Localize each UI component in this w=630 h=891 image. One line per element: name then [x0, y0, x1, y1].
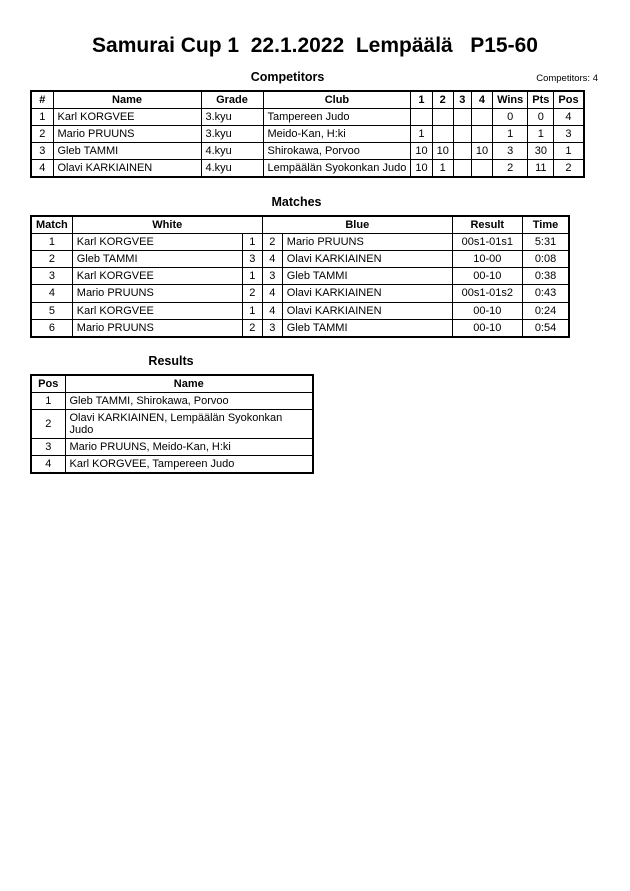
blue-competitor-number: 4 — [262, 285, 282, 302]
matches-section-title: Matches — [271, 195, 322, 210]
blue-competitor-number: 4 — [262, 302, 282, 319]
col-header-4: 4 — [471, 91, 492, 109]
col-header-blue: Blue — [262, 216, 452, 234]
competitor-name: Gleb TAMMI — [53, 143, 201, 160]
result-name: Mario PRUUNS, Meido-Kan, H:ki — [65, 438, 313, 455]
result-row — [31, 392, 313, 409]
competitor-name: Karl KORGVEE — [53, 108, 201, 125]
match-result: 00s1-01s2 — [452, 285, 522, 302]
score-vs-4 — [471, 160, 492, 178]
competitor-number: 4 — [31, 160, 53, 178]
match-time: 5:31 — [522, 234, 569, 251]
score-vs-3 — [453, 108, 471, 125]
white-competitor-number: 3 — [242, 251, 262, 268]
competitor-number: 1 — [31, 108, 53, 125]
match-number: 1 — [31, 234, 72, 251]
white-competitor-number: 1 — [242, 302, 262, 319]
col-header-number: # — [31, 91, 53, 109]
score-vs-2: 1 — [432, 160, 453, 178]
results-header-row — [31, 375, 313, 393]
competitor-pos: 3 — [554, 126, 584, 143]
result-name: Gleb TAMMI, Shirokawa, Porvoo — [65, 392, 313, 409]
match-result: 10-00 — [452, 251, 522, 268]
match-row — [31, 234, 569, 251]
score-vs-2 — [432, 126, 453, 143]
competitor-pts: 11 — [528, 160, 554, 178]
score-vs-4 — [471, 108, 492, 125]
competitor-pts: 30 — [528, 143, 554, 160]
col-header-pts: Pts — [528, 91, 554, 109]
match-time: 0:24 — [522, 302, 569, 319]
competitor-wins: 3 — [493, 143, 528, 160]
match-row — [31, 268, 569, 285]
col-header-grade: Grade — [201, 91, 263, 109]
blue-name: Mario PRUUNS — [282, 234, 452, 251]
white-competitor-number: 2 — [242, 285, 262, 302]
match-result: 00s1-01s1 — [452, 234, 522, 251]
results-section-title: Results — [148, 353, 194, 368]
competitor-pos: 2 — [554, 160, 584, 178]
blue-competitor-number: 3 — [262, 319, 282, 337]
result-pos: 1 — [31, 392, 65, 409]
blue-name: Olavi KARKIAINEN — [282, 302, 452, 319]
col-header-club: Club — [263, 91, 411, 109]
competitor-number: 2 — [31, 126, 53, 143]
competitor-name: Olavi KARKIAINEN — [53, 160, 201, 178]
col-header-wins: Wins — [493, 91, 528, 109]
score-vs-4: 10 — [471, 143, 492, 160]
competitor-number: 3 — [31, 143, 53, 160]
competitor-grade: 3.kyu — [201, 126, 263, 143]
match-row — [31, 319, 569, 337]
result-pos: 4 — [31, 455, 65, 473]
white-name: Mario PRUUNS — [72, 319, 242, 337]
competitor-row — [31, 143, 584, 160]
competitor-pos: 4 — [554, 108, 584, 125]
matches-header-row — [31, 216, 569, 234]
competitor-club: Lempäälän Syokonkan Judo — [263, 160, 411, 178]
matches-table — [30, 215, 570, 338]
match-row — [31, 251, 569, 268]
col-header-pos: Pos — [31, 375, 65, 393]
white-competitor-number: 1 — [242, 268, 262, 285]
result-row — [31, 438, 313, 455]
score-vs-1: 1 — [411, 126, 432, 143]
competitor-row — [31, 160, 584, 178]
result-pos: 3 — [31, 438, 65, 455]
match-number: 4 — [31, 285, 72, 302]
score-vs-3 — [453, 160, 471, 178]
result-pos: 2 — [31, 409, 65, 438]
match-row — [31, 302, 569, 319]
competitors-section-title: Competitors — [250, 70, 325, 85]
score-vs-2 — [432, 108, 453, 125]
competitors-table — [30, 90, 585, 178]
score-vs-1: 10 — [411, 143, 432, 160]
blue-name: Gleb TAMMI — [282, 268, 452, 285]
result-name: Karl KORGVEE, Tampereen Judo — [65, 455, 313, 473]
match-time: 0:08 — [522, 251, 569, 268]
col-header-3: 3 — [453, 91, 471, 109]
match-number: 5 — [31, 302, 72, 319]
competitor-grade: 3.kyu — [201, 108, 263, 125]
competitors-count: Competitors: 4 — [536, 73, 598, 84]
competitor-grade: 4.kyu — [201, 143, 263, 160]
score-vs-1: 10 — [411, 160, 432, 178]
blue-name: Gleb TAMMI — [282, 319, 452, 337]
score-vs-3 — [453, 126, 471, 143]
competitor-club: Shirokawa, Porvoo — [263, 143, 411, 160]
competitor-row — [31, 126, 584, 143]
blue-competitor-number: 2 — [262, 234, 282, 251]
match-result: 00-10 — [452, 302, 522, 319]
result-row — [31, 455, 313, 473]
col-header-match: Match — [31, 216, 72, 234]
score-vs-3 — [453, 143, 471, 160]
match-result: 00-10 — [452, 319, 522, 337]
white-competitor-number: 1 — [242, 234, 262, 251]
competitor-club: Tampereen Judo — [263, 108, 411, 125]
competitor-pts: 0 — [528, 108, 554, 125]
blue-competitor-number: 4 — [262, 251, 282, 268]
white-name: Karl KORGVEE — [72, 234, 242, 251]
results-table — [30, 374, 314, 475]
match-time: 0:54 — [522, 319, 569, 337]
competitor-wins: 2 — [493, 160, 528, 178]
match-time: 0:43 — [522, 285, 569, 302]
score-vs-1 — [411, 108, 432, 125]
blue-competitor-number: 3 — [262, 268, 282, 285]
match-number: 6 — [31, 319, 72, 337]
col-header-pos: Pos — [554, 91, 584, 109]
white-name: Mario PRUUNS — [72, 285, 242, 302]
white-competitor-number: 2 — [242, 319, 262, 337]
col-header-name: Name — [65, 375, 313, 393]
col-header-time: Time — [522, 216, 569, 234]
blue-name: Olavi KARKIAINEN — [282, 285, 452, 302]
match-number: 2 — [31, 251, 72, 268]
competitor-row — [31, 108, 584, 125]
competitor-club: Meido-Kan, H:ki — [263, 126, 411, 143]
result-row — [31, 409, 313, 438]
col-header-result: Result — [452, 216, 522, 234]
page-title: Samurai Cup 1 22.1.2022 Lempäälä P15-60 — [92, 34, 538, 57]
result-name: Olavi KARKIAINEN, Lempäälän Syokonkan Judo — [65, 409, 313, 438]
competitor-wins: 0 — [493, 108, 528, 125]
competitor-wins: 1 — [493, 126, 528, 143]
score-vs-4 — [471, 126, 492, 143]
match-row — [31, 285, 569, 302]
col-header-1: 1 — [411, 91, 432, 109]
match-time: 0:38 — [522, 268, 569, 285]
col-header-2: 2 — [432, 91, 453, 109]
white-name: Gleb TAMMI — [72, 251, 242, 268]
competitors-header-row — [31, 91, 584, 109]
col-header-name: Name — [53, 91, 201, 109]
competitor-name: Mario PRUUNS — [53, 126, 201, 143]
competitor-pts: 1 — [528, 126, 554, 143]
competitor-grade: 4.kyu — [201, 160, 263, 178]
white-name: Karl KORGVEE — [72, 302, 242, 319]
match-result: 00-10 — [452, 268, 522, 285]
match-number: 3 — [31, 268, 72, 285]
col-header-white: White — [72, 216, 262, 234]
score-vs-2: 10 — [432, 143, 453, 160]
competitor-pos: 1 — [554, 143, 584, 160]
blue-name: Olavi KARKIAINEN — [282, 251, 452, 268]
white-name: Karl KORGVEE — [72, 268, 242, 285]
